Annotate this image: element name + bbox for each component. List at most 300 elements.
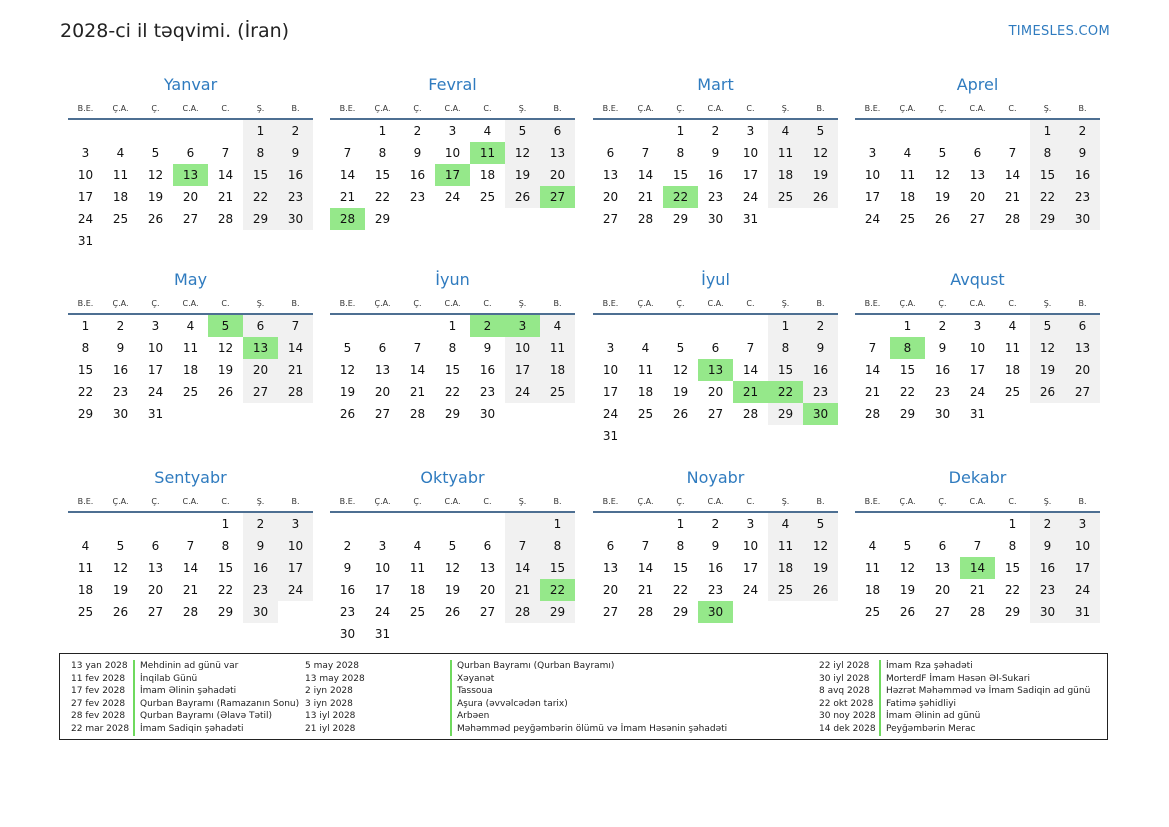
weekday-label: B. xyxy=(553,497,562,506)
day-cell: 17 xyxy=(602,385,619,399)
empty-day-cell xyxy=(400,208,435,230)
holiday-day-cell: 14 xyxy=(960,557,995,579)
month-name: Yanvar xyxy=(163,75,218,94)
empty-day-cell xyxy=(855,315,890,337)
weekday-label: Ç.A. xyxy=(637,497,654,506)
legend-date: 13 may 2028 xyxy=(305,673,365,684)
empty-day-cell xyxy=(890,120,925,142)
day-cell: 21 xyxy=(217,190,234,204)
day-cell: 20 xyxy=(969,190,986,204)
day-cell: 21 xyxy=(637,583,654,597)
day-cell: 6 xyxy=(151,539,160,553)
day-cell: 9 xyxy=(711,539,720,553)
month-12 xyxy=(855,465,1100,623)
month-4 xyxy=(855,72,1100,230)
weekday-label: Ş. xyxy=(256,299,265,308)
weekday-label: Ç. xyxy=(151,104,160,113)
day-cell: 5 xyxy=(1030,315,1065,337)
day-cell: 9 xyxy=(243,535,278,557)
day-cell: 5 xyxy=(343,341,352,355)
day-cell: 7 xyxy=(746,341,755,355)
empty-day-cell xyxy=(208,403,243,425)
empty-day-cell xyxy=(925,513,960,535)
empty-day-cell xyxy=(278,601,313,623)
day-cell: 2 xyxy=(1030,513,1065,535)
day-cell: 27 xyxy=(1065,381,1100,403)
day-cell: 10 xyxy=(969,341,986,355)
day-cell: 22 xyxy=(77,385,94,399)
weekday-label: C. xyxy=(1008,497,1017,506)
weekday-label: Ç.A. xyxy=(374,497,391,506)
day-cell: 8 xyxy=(768,337,803,359)
day-cell: 10 xyxy=(77,168,94,182)
legend-row xyxy=(819,685,1090,698)
day-cell: 11 xyxy=(899,168,916,182)
day-cell: 22 xyxy=(1004,583,1021,597)
legend-holiday-name: Qurban Bayramı (Qurban Bayramı) xyxy=(450,660,614,673)
empty-day-cell xyxy=(505,623,540,645)
weekday-label: B. xyxy=(553,104,562,113)
day-cell: 4 xyxy=(641,341,650,355)
weekday-label: Ç. xyxy=(413,497,422,506)
day-cell: 15 xyxy=(77,363,94,377)
empty-day-cell xyxy=(365,315,400,337)
day-cell: 19 xyxy=(444,583,461,597)
day-cell: 28 xyxy=(637,605,654,619)
weekday-label: Ç.A. xyxy=(112,104,129,113)
day-cell: 28 xyxy=(1004,212,1021,226)
legend-row xyxy=(305,673,727,686)
holiday-day-cell: 5 xyxy=(208,315,243,337)
day-cell: 22 xyxy=(1030,186,1065,208)
day-cell: 23 xyxy=(409,190,426,204)
day-cell: 30 xyxy=(707,212,724,226)
weekday-label: C.A. xyxy=(969,497,986,506)
day-cell: 28 xyxy=(505,601,540,623)
day-cell: 12 xyxy=(672,363,689,377)
empty-day-cell xyxy=(435,513,470,535)
day-cell: 14 xyxy=(742,363,759,377)
weekday-label: B. xyxy=(816,299,825,308)
weekday-label: C. xyxy=(483,104,492,113)
weekday-header xyxy=(68,492,313,511)
day-cell: 10 xyxy=(742,539,759,553)
weekday-label: C. xyxy=(1008,299,1017,308)
legend-holiday-name: Qurban Bayramı (Ramazanın Sonu) xyxy=(133,698,299,711)
weekday-label: Ç.A. xyxy=(112,299,129,308)
weekday-label: Ş. xyxy=(256,497,265,506)
legend-date: 11 fev 2028 xyxy=(71,673,126,684)
day-cell: 16 xyxy=(934,363,951,377)
holiday-day-cell: 13 xyxy=(243,337,278,359)
day-cell: 22 xyxy=(243,186,278,208)
day-cell: 3 xyxy=(378,539,387,553)
empty-day-cell xyxy=(628,425,663,447)
days-grid xyxy=(593,315,838,447)
day-cell: 13 xyxy=(540,142,575,164)
weekday-label: B.E. xyxy=(602,104,619,113)
day-cell: 1 xyxy=(243,120,278,142)
day-cell: 20 xyxy=(602,190,619,204)
day-cell: 16 xyxy=(339,583,356,597)
day-cell: 6 xyxy=(1065,315,1100,337)
day-cell: 8 xyxy=(378,146,387,160)
legend-holiday-name: Xəyanət xyxy=(450,673,494,686)
legend-holiday-name: İmam Əlinin şəhadəti xyxy=(133,685,236,698)
month-5 xyxy=(68,267,313,425)
day-cell: 17 xyxy=(505,359,540,381)
day-cell: 18 xyxy=(768,557,803,579)
day-cell: 31 xyxy=(742,212,759,226)
day-cell: 11 xyxy=(409,561,426,575)
day-cell: 6 xyxy=(606,539,615,553)
empty-day-cell xyxy=(138,230,173,252)
day-cell: 27 xyxy=(374,407,391,421)
weekday-label: Ç. xyxy=(676,497,685,506)
day-cell: 19 xyxy=(112,583,129,597)
day-cell: 22 xyxy=(374,190,391,204)
day-cell: 23 xyxy=(934,385,951,399)
day-cell: 7 xyxy=(641,539,650,553)
day-cell: 23 xyxy=(112,385,129,399)
day-cell: 8 xyxy=(540,535,575,557)
day-cell: 23 xyxy=(707,583,724,597)
weekday-label: C. xyxy=(746,104,755,113)
empty-day-cell xyxy=(698,315,733,337)
month-name: Avqust xyxy=(950,270,1005,289)
day-cell: 14 xyxy=(637,168,654,182)
day-cell: 14 xyxy=(217,168,234,182)
holiday-day-cell: 21 xyxy=(733,381,768,403)
day-cell: 4 xyxy=(81,539,90,553)
legend-holiday-name: Qurban Bayramı (Əlavə Tətil) xyxy=(133,710,272,723)
legend-holiday-name: Peyğəmbərin Merac xyxy=(879,723,975,736)
empty-day-cell xyxy=(400,315,435,337)
day-cell: 24 xyxy=(864,212,881,226)
day-cell: 9 xyxy=(278,142,313,164)
weekday-label: Ç.A. xyxy=(899,299,916,308)
legend-row xyxy=(71,698,299,711)
day-cell: 21 xyxy=(339,190,356,204)
weekday-label: Ş. xyxy=(781,299,790,308)
day-cell: 27 xyxy=(934,605,951,619)
day-cell: 18 xyxy=(864,583,881,597)
empty-day-cell xyxy=(470,513,505,535)
day-cell: 28 xyxy=(969,605,986,619)
empty-day-cell xyxy=(768,601,803,623)
empty-day-cell xyxy=(733,315,768,337)
day-cell: 11 xyxy=(637,363,654,377)
empty-day-cell xyxy=(960,513,995,535)
weekday-label: Ç. xyxy=(676,104,685,113)
day-cell: 23 xyxy=(707,190,724,204)
day-cell: 26 xyxy=(672,407,689,421)
weekday-label: Ş. xyxy=(518,497,527,506)
empty-day-cell xyxy=(400,623,435,645)
day-cell: 23 xyxy=(1065,186,1100,208)
holiday-day-cell: 27 xyxy=(540,186,575,208)
weekday-label: C. xyxy=(483,497,492,506)
weekday-label: B.E. xyxy=(339,299,356,308)
days-grid xyxy=(593,513,838,623)
day-cell: 3 xyxy=(868,146,877,160)
weekday-label: B.E. xyxy=(339,497,356,506)
day-cell: 29 xyxy=(374,212,391,226)
weekday-label: B. xyxy=(1078,497,1087,506)
legend-row xyxy=(71,710,299,723)
day-cell: 16 xyxy=(707,561,724,575)
day-cell: 1 xyxy=(81,319,90,333)
day-cell: 16 xyxy=(409,168,426,182)
day-cell: 17 xyxy=(77,190,94,204)
day-cell: 29 xyxy=(672,212,689,226)
weekday-label: Ç. xyxy=(413,104,422,113)
day-cell: 6 xyxy=(711,341,720,355)
day-cell: 9 xyxy=(483,341,492,355)
day-cell: 1 xyxy=(676,517,685,531)
empty-day-cell xyxy=(173,403,208,425)
empty-day-cell xyxy=(470,208,505,230)
day-cell: 26 xyxy=(505,186,540,208)
legend-row xyxy=(305,698,727,711)
day-cell: 29 xyxy=(899,407,916,421)
empty-day-cell xyxy=(1030,403,1065,425)
day-cell: 17 xyxy=(742,168,759,182)
weekday-label: Ş. xyxy=(781,497,790,506)
day-cell: 24 xyxy=(742,190,759,204)
legend-row xyxy=(71,660,299,673)
day-cell: 28 xyxy=(217,212,234,226)
empty-day-cell xyxy=(663,315,698,337)
weekday-label: C.A. xyxy=(707,104,724,113)
day-cell: 8 xyxy=(221,539,230,553)
empty-day-cell xyxy=(103,513,138,535)
day-cell: 30 xyxy=(1065,208,1100,230)
day-cell: 15 xyxy=(374,168,391,182)
month-1 xyxy=(68,72,313,252)
day-cell: 10 xyxy=(147,341,164,355)
weekday-label: C. xyxy=(746,497,755,506)
day-cell: 23 xyxy=(339,605,356,619)
weekday-label: B. xyxy=(1078,104,1087,113)
day-cell: 28 xyxy=(409,407,426,421)
day-cell: 30 xyxy=(339,627,356,641)
empty-day-cell xyxy=(68,513,103,535)
day-cell: 24 xyxy=(602,407,619,421)
day-cell: 27 xyxy=(182,212,199,226)
day-cell: 7 xyxy=(868,341,877,355)
day-cell: 4 xyxy=(186,319,195,333)
day-cell: 2 xyxy=(343,539,352,553)
day-cell: 26 xyxy=(339,407,356,421)
days-grid xyxy=(330,513,575,645)
empty-day-cell xyxy=(995,403,1030,425)
month-7 xyxy=(593,267,838,447)
month-name: Aprel xyxy=(956,75,999,94)
empty-day-cell xyxy=(278,403,313,425)
day-cell: 2 xyxy=(243,513,278,535)
day-cell: 7 xyxy=(343,146,352,160)
empty-day-cell xyxy=(243,230,278,252)
legend-date: 28 fev 2028 xyxy=(71,711,126,722)
holiday-day-cell: 30 xyxy=(698,601,733,623)
legend-holiday-name: Fatimə şəhidliyi xyxy=(879,698,956,711)
day-cell: 5 xyxy=(803,120,838,142)
day-cell: 31 xyxy=(374,627,391,641)
day-cell: 31 xyxy=(969,407,986,421)
day-cell: 3 xyxy=(973,319,982,333)
day-cell: 3 xyxy=(746,517,755,531)
empty-day-cell xyxy=(365,513,400,535)
day-cell: 31 xyxy=(1065,601,1100,623)
day-cell: 18 xyxy=(77,583,94,597)
day-cell: 29 xyxy=(217,605,234,619)
holiday-legend xyxy=(59,653,1108,740)
empty-day-cell xyxy=(995,120,1030,142)
empty-day-cell xyxy=(593,513,628,535)
day-cell: 1 xyxy=(903,319,912,333)
day-cell: 10 xyxy=(444,146,461,160)
weekday-label: C. xyxy=(483,299,492,308)
site-logo-link[interactable]: TIMESLES.COM xyxy=(1008,24,1110,39)
weekday-header xyxy=(68,99,313,118)
day-cell: 7 xyxy=(186,539,195,553)
day-cell: 17 xyxy=(742,561,759,575)
day-cell: 1 xyxy=(768,315,803,337)
day-cell: 28 xyxy=(864,407,881,421)
legend-date: 8 avq 2028 xyxy=(819,686,870,697)
day-cell: 6 xyxy=(606,146,615,160)
day-cell: 26 xyxy=(803,186,838,208)
day-cell: 19 xyxy=(505,164,540,186)
day-cell: 24 xyxy=(444,190,461,204)
day-cell: 31 xyxy=(147,407,164,421)
legend-row xyxy=(819,698,1090,711)
day-cell: 18 xyxy=(479,168,496,182)
day-cell: 6 xyxy=(973,146,982,160)
day-cell: 17 xyxy=(374,583,391,597)
empty-day-cell xyxy=(435,623,470,645)
empty-day-cell xyxy=(330,315,365,337)
legend-holiday-name: Tassoua xyxy=(450,685,493,698)
day-cell: 12 xyxy=(934,168,951,182)
day-cell: 18 xyxy=(899,190,916,204)
weekday-label: C.A. xyxy=(444,299,461,308)
legend-holiday-name: Həzrət Məhəmməd və İmam Sadiqin ad günü xyxy=(879,685,1090,698)
legend-row xyxy=(305,710,727,723)
days-grid xyxy=(330,120,575,230)
weekday-label: Ç. xyxy=(413,299,422,308)
day-cell: 23 xyxy=(278,186,313,208)
day-cell: 29 xyxy=(444,407,461,421)
holiday-day-cell: 8 xyxy=(890,337,925,359)
day-cell: 25 xyxy=(864,605,881,619)
month-name: Noyabr xyxy=(686,468,745,487)
day-cell: 18 xyxy=(768,164,803,186)
day-cell: 16 xyxy=(707,168,724,182)
weekday-label: Ç.A. xyxy=(637,299,654,308)
day-cell: 2 xyxy=(116,319,125,333)
day-cell: 29 xyxy=(1030,208,1065,230)
legend-date: 13 yan 2028 xyxy=(71,661,128,671)
day-cell: 3 xyxy=(746,124,755,138)
empty-day-cell xyxy=(505,208,540,230)
day-cell: 12 xyxy=(217,341,234,355)
month-11 xyxy=(593,465,838,623)
day-cell: 13 xyxy=(602,168,619,182)
day-cell: 2 xyxy=(711,124,720,138)
empty-day-cell xyxy=(1065,403,1100,425)
legend-holiday-name: Mehdinin ad günü var xyxy=(133,660,238,673)
weekday-label: Ç. xyxy=(938,104,947,113)
day-cell: 6 xyxy=(483,539,492,553)
day-cell: 4 xyxy=(483,124,492,138)
day-cell: 9 xyxy=(1030,535,1065,557)
day-cell: 9 xyxy=(343,561,352,575)
holiday-day-cell: 17 xyxy=(435,164,470,186)
day-cell: 21 xyxy=(505,579,540,601)
day-cell: 5 xyxy=(151,146,160,160)
day-cell: 5 xyxy=(803,513,838,535)
day-cell: 14 xyxy=(637,561,654,575)
weekday-label: Ç. xyxy=(676,299,685,308)
day-cell: 29 xyxy=(672,605,689,619)
day-cell: 2 xyxy=(1065,120,1100,142)
weekday-label: B.E. xyxy=(864,497,881,506)
day-cell: 5 xyxy=(116,539,125,553)
legend-date: 3 iyn 2028 xyxy=(305,698,353,709)
day-cell: 21 xyxy=(864,385,881,399)
legend-date: 30 noy 2028 xyxy=(819,711,876,722)
day-cell: 10 xyxy=(1065,535,1100,557)
legend-column-3 xyxy=(819,660,1090,736)
day-cell: 19 xyxy=(1030,359,1065,381)
day-cell: 15 xyxy=(217,561,234,575)
weekday-label: B.E. xyxy=(602,497,619,506)
day-cell: 23 xyxy=(803,381,838,403)
legend-holiday-name: İnqilab Günü xyxy=(133,673,197,686)
day-cell: 1 xyxy=(540,513,575,535)
day-cell: 25 xyxy=(768,579,803,601)
day-cell: 1 xyxy=(676,124,685,138)
day-cell: 3 xyxy=(1065,513,1100,535)
day-cell: 10 xyxy=(374,561,391,575)
holiday-day-cell: 30 xyxy=(803,403,838,425)
day-cell: 26 xyxy=(1030,381,1065,403)
legend-date: 30 iyl 2028 xyxy=(819,673,870,684)
day-cell: 4 xyxy=(116,146,125,160)
day-cell: 29 xyxy=(243,208,278,230)
day-cell: 29 xyxy=(768,403,803,425)
day-cell: 27 xyxy=(147,605,164,619)
day-cell: 3 xyxy=(81,146,90,160)
month-name: İyun xyxy=(435,270,470,289)
weekday-header xyxy=(593,492,838,511)
day-cell: 7 xyxy=(973,539,982,553)
day-cell: 20 xyxy=(243,359,278,381)
weekday-label: B. xyxy=(291,104,300,113)
day-cell: 12 xyxy=(112,561,129,575)
day-cell: 26 xyxy=(147,212,164,226)
weekday-label: Ç.A. xyxy=(637,104,654,113)
weekday-label: Ş. xyxy=(1043,497,1052,506)
weekday-label: C.A. xyxy=(707,299,724,308)
day-cell: 25 xyxy=(77,605,94,619)
empty-day-cell xyxy=(278,230,313,252)
day-cell: 7 xyxy=(505,535,540,557)
day-cell: 30 xyxy=(1030,601,1065,623)
weekday-label: Ç. xyxy=(151,497,160,506)
